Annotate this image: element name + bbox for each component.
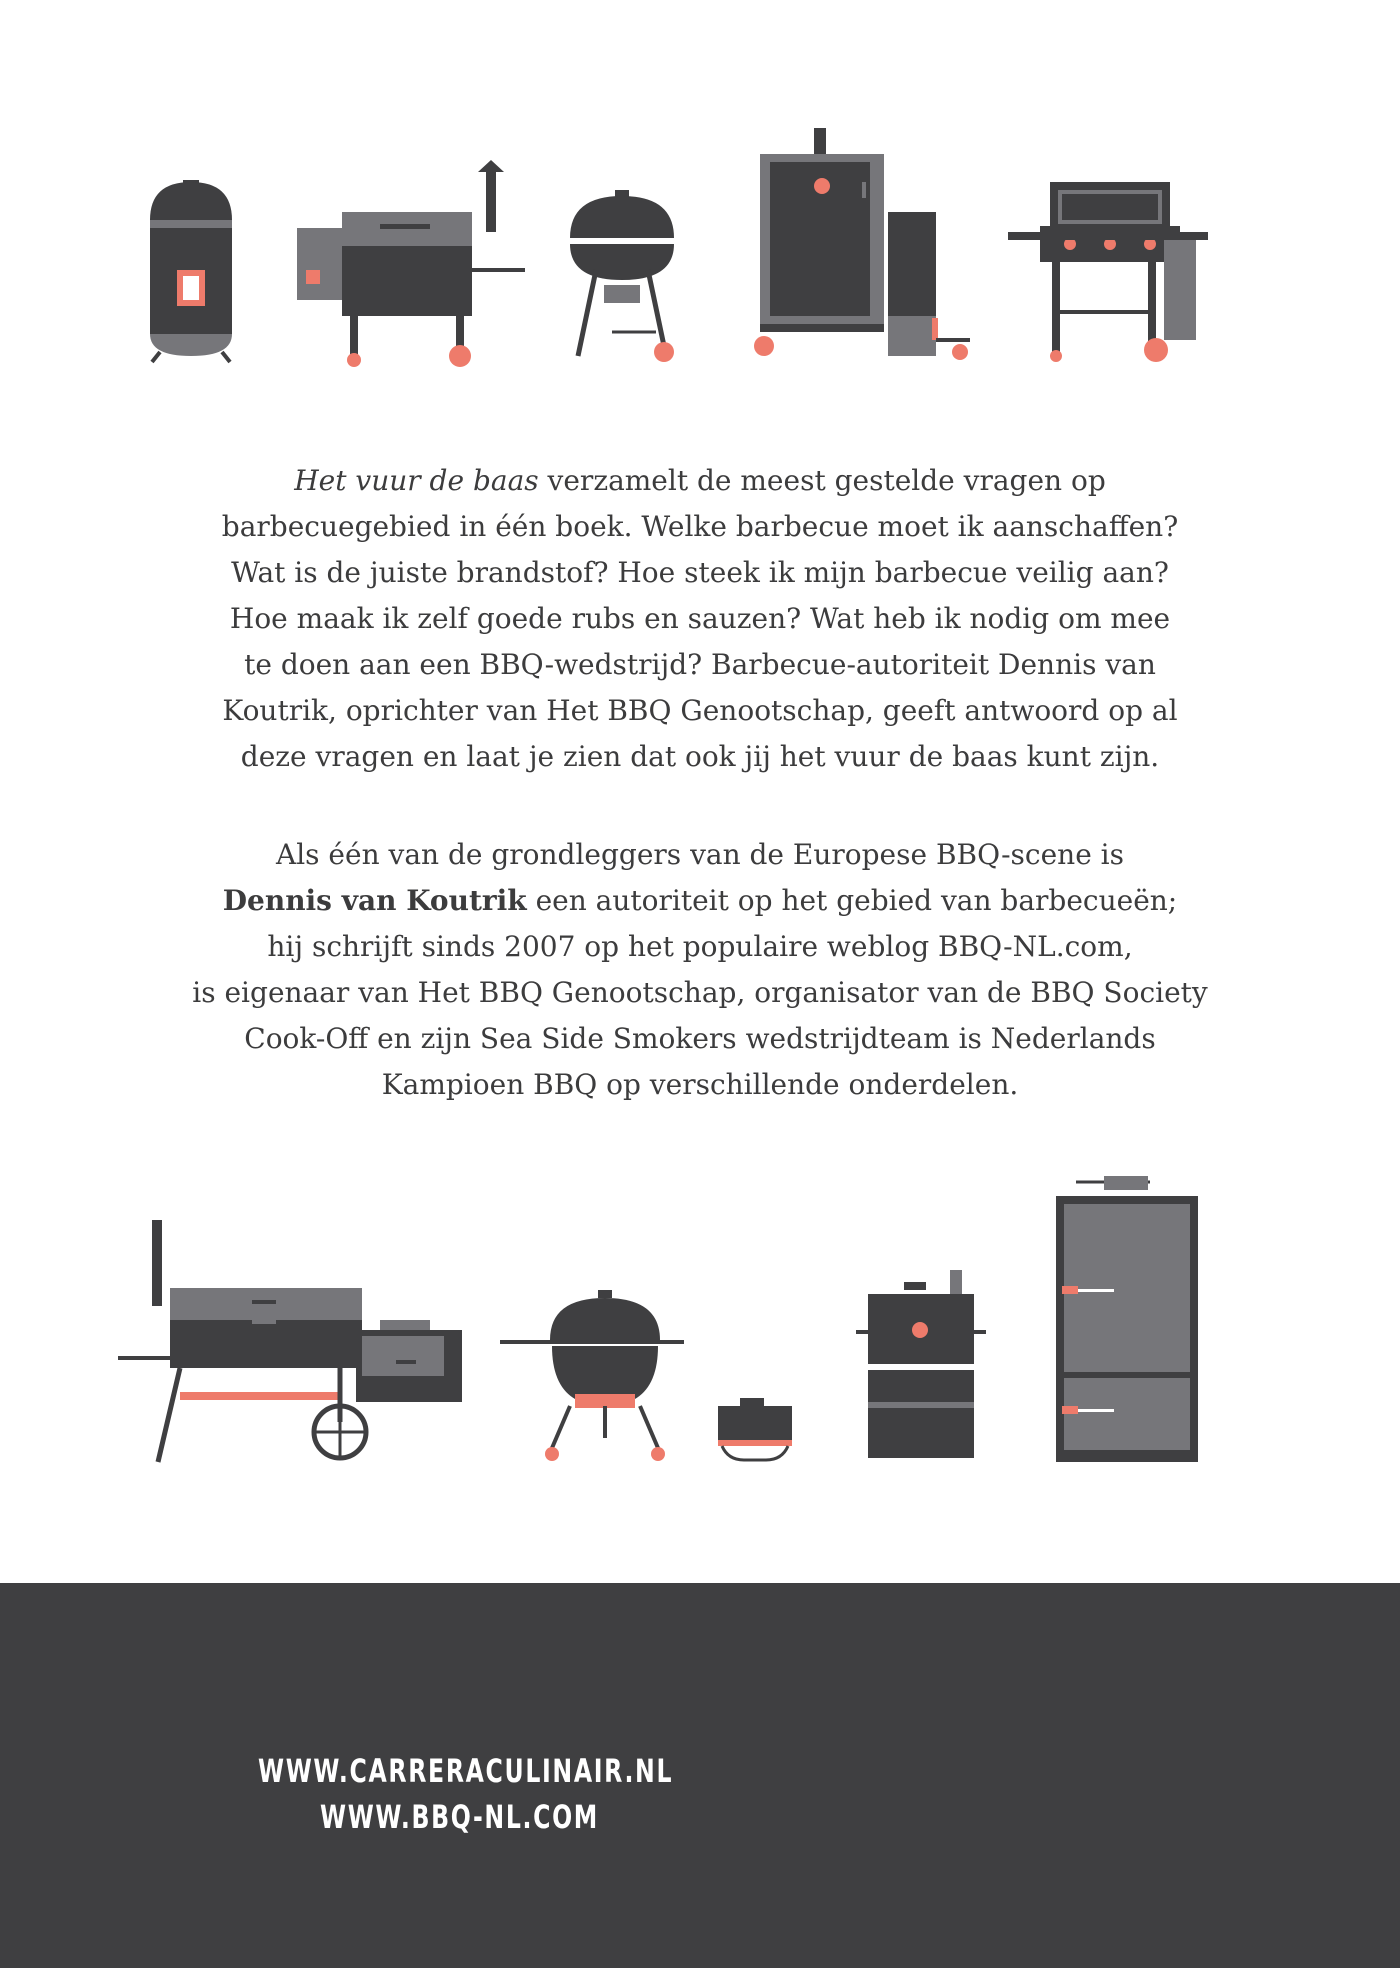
bottom-barbecue-illustrations [0, 1160, 1400, 1470]
bio-line: Als één van de grondleggers van de Europese BBQ-scene is [275, 838, 1124, 871]
bio-line: is eigenaar van Het BBQ Genootschap, organisator van de BBQ Society [192, 976, 1208, 1009]
carreraculinair-url[interactable]: WWW.CARRERACULINAIR.NL [258, 1752, 674, 1790]
top-barbecue-illustrations [0, 120, 1400, 380]
cabinet-smoker-illustration [1056, 1176, 1198, 1462]
kamado-grill-illustration [500, 1290, 684, 1461]
water-smoker-illustration [150, 180, 232, 362]
blurb-line: Hoe maak ik zelf goede rubs en sauzen? Wat heb ik nodig om mee [229, 602, 1171, 635]
bio-line: Cook-Off en zijn Sea Side Smokers wedstrijdteam is Nederlands [244, 1022, 1156, 1055]
blurb-line: deze vragen en laat je zien dat ook jij het vuur de baas kunt zijn. [240, 740, 1160, 773]
blurb-line: verzamelt de meest gestelde vragen op [538, 464, 1106, 497]
portable-grill-illustration [718, 1398, 792, 1460]
blurb-line: Koutrik, oprichter van Het BBQ Genootschap, geeft antwoord op al [222, 694, 1178, 727]
pellet-grill-illustration [297, 160, 525, 367]
blurb-line: barbecuegebied in één boek. Welke barbecue moet ik aanschaffen? [221, 510, 1179, 543]
book-title: Het vuur de baas [294, 464, 539, 497]
author-name: Dennis van Koutrik [222, 884, 527, 917]
vertical-offset-smoker-illustration [754, 128, 970, 360]
bio-line: hij schrijft sinds 2007 op het populaire weblog BBQ-NL.com, [267, 930, 1133, 963]
author-bio-paragraph [150, 832, 1250, 1108]
gas-grill-illustration [1008, 182, 1208, 362]
bio-line: een autoriteit op het gebied van barbecueën; [526, 884, 1178, 917]
offset-smoker-illustration [118, 1220, 462, 1462]
book-description-paragraph [150, 458, 1250, 780]
blurb-line: te doen aan een BBQ-wedstrijd? Barbecue-autoriteit Dennis van [244, 648, 1156, 681]
footer-band [0, 1583, 1400, 1968]
drum-smoker-illustration [856, 1270, 986, 1458]
kettle-grill-illustration [570, 190, 674, 362]
bio-line: Kampioen BBQ op verschillende onderdelen. [381, 1068, 1019, 1101]
blurb-line: Wat is de juiste brandstof? Hoe steek ik mijn barbecue veilig aan? [231, 556, 1169, 589]
bbq-nl-url[interactable]: WWW.BBQ-NL.COM [320, 1798, 599, 1836]
